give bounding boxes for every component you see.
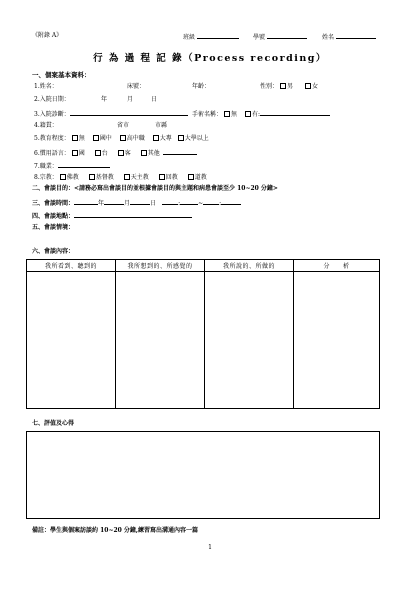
female-label: 女 <box>312 83 319 90</box>
religion-option-label: 基督教 <box>95 174 114 181</box>
time-month-label: 月 <box>124 200 131 207</box>
surgery-none-label: 無 <box>231 111 238 118</box>
education-field <box>34 135 209 143</box>
edu-option-checkbox[interactable] <box>93 135 99 141</box>
column-header: 我所想到的、所感覺的 <box>116 260 205 272</box>
occupation-field <box>34 161 110 171</box>
male-label: 男 <box>287 83 294 90</box>
column-header: 我所看到、聽到的 <box>27 260 116 272</box>
diagnosis-field <box>34 109 188 119</box>
edu-option-checkbox[interactable] <box>120 135 126 141</box>
time-colon: : <box>178 200 181 207</box>
admit-month: 月 <box>127 96 134 103</box>
name-label: 姓名 <box>322 34 335 41</box>
analysis-cell[interactable] <box>294 272 380 409</box>
edu-option-label: 無 <box>78 135 85 142</box>
religion-option-label: 天主教 <box>130 174 149 181</box>
surgery-have-checkbox[interactable] <box>245 111 251 117</box>
lang-option-label: 國 <box>78 150 85 157</box>
actions-cell[interactable] <box>205 272 294 409</box>
time-day-label: 日 <box>150 200 157 207</box>
time-start-min-blank[interactable] <box>180 198 198 205</box>
section6-heading: 六、會談內容： <box>32 248 75 255</box>
evaluation-box[interactable] <box>26 431 380 519</box>
interview-content-table <box>26 259 380 409</box>
lang-option-checkbox[interactable] <box>95 150 101 156</box>
observed-cell[interactable] <box>27 272 116 409</box>
religion-option-checkbox[interactable] <box>124 174 130 180</box>
class-label: 班級 <box>183 34 196 41</box>
location-blank[interactable] <box>74 211 192 218</box>
time-dash: ~ <box>198 200 204 207</box>
religion-option-label: 佛教 <box>66 174 79 181</box>
gender-label: 性別： <box>260 83 279 90</box>
lang-option-label: 客 <box>124 150 131 157</box>
edu-option-checkbox[interactable] <box>178 135 184 141</box>
religion-option-checkbox[interactable] <box>60 174 66 180</box>
religion-option-label: 道教 <box>194 174 207 181</box>
religion-option-label: 回教 <box>165 174 178 181</box>
bed-label: 床號： <box>127 83 146 90</box>
lang-option-checkbox[interactable] <box>72 150 78 156</box>
student-id-blank[interactable] <box>267 32 307 39</box>
surgery-field <box>192 109 330 119</box>
interview-time-field <box>32 198 241 208</box>
footer-note: 備註：學生與個案訪談約 10~20 分鐘,練習寫出溝通內容一篇 <box>32 527 198 534</box>
section1-heading: 一、個案基本資料： <box>32 71 91 79</box>
name-blank[interactable] <box>336 32 376 39</box>
page-title: 行 為 過 程 記 錄（Process recording） <box>93 53 327 64</box>
edu-option-label: 大學以上 <box>184 135 209 142</box>
religion-option-checkbox[interactable] <box>89 174 95 180</box>
patient-name-label: 1.姓名： <box>34 83 58 90</box>
class-field <box>183 32 239 42</box>
lang-other-blank[interactable] <box>163 148 197 155</box>
table-header-row <box>27 260 380 272</box>
age-label: 年齡： <box>192 83 211 90</box>
time-year-label: 年 <box>98 200 105 207</box>
edu-option-checkbox[interactable] <box>153 135 159 141</box>
education-label: 5.教育程度： <box>34 135 70 142</box>
surgery-none-checkbox[interactable] <box>224 111 230 117</box>
occupation-blank[interactable] <box>58 161 110 168</box>
lang-option-label: 其他 <box>147 150 160 157</box>
section2-heading: 二、會談目的：<請務必寫出會談目的並根據會談目的與主題和病患會談至少 10~20 分鐘> <box>32 185 278 192</box>
religion-field <box>34 174 207 182</box>
edu-option-label: 高中職 <box>126 135 145 142</box>
edu-option-checkbox[interactable] <box>72 135 78 141</box>
student-id-field <box>253 32 307 42</box>
female-checkbox[interactable] <box>305 83 311 89</box>
time-day-blank[interactable] <box>130 198 150 205</box>
language-field <box>34 148 197 158</box>
section3-heading: 三、會談時間： <box>32 200 75 207</box>
student-id-label: 學號 <box>253 34 266 41</box>
thoughts-cell[interactable] <box>116 272 205 409</box>
origin-label: 4.籍貫： <box>34 122 58 129</box>
time-year-blank[interactable] <box>74 198 98 205</box>
appendix-label: 《附錄 A》 <box>32 32 63 39</box>
lang-option-checkbox[interactable] <box>118 150 124 156</box>
section5-heading: 五、會談情境： <box>32 224 75 231</box>
religion-option-checkbox[interactable] <box>188 174 194 180</box>
time-end-hour-blank[interactable] <box>203 198 222 207</box>
page-number: 1 <box>208 544 212 551</box>
edu-option-label: 大專 <box>159 135 172 142</box>
column-header: 我所說的、所做的 <box>205 260 294 272</box>
time-start-hour-blank[interactable] <box>162 198 181 207</box>
edu-option-label: 國中 <box>99 135 112 142</box>
lang-option-checkbox[interactable] <box>141 150 147 156</box>
name-field <box>322 32 376 42</box>
location-field <box>32 211 192 221</box>
admit-day: 日 <box>151 96 158 103</box>
gender-field <box>260 83 318 91</box>
male-checkbox[interactable] <box>280 83 286 89</box>
section7-heading: 七、評值及心得 <box>32 420 75 427</box>
diagnosis-label: 3.入院診斷： <box>34 111 70 118</box>
class-blank[interactable] <box>197 32 239 39</box>
surgery-have-label: 有: <box>252 111 261 118</box>
county-label: 市縣 <box>155 122 168 129</box>
admit-year: 年 <box>101 96 108 103</box>
religion-option-checkbox[interactable] <box>159 174 165 180</box>
admit-date-label: 2.入院日期： <box>34 96 70 103</box>
religion-label: 8.宗教： <box>34 174 58 181</box>
surgery-label: 手術名稱： <box>192 111 223 118</box>
language-label: 6.慣用語言： <box>34 150 70 157</box>
section4-heading: 四、會談地點： <box>32 213 75 220</box>
diagnosis-blank[interactable] <box>70 109 188 116</box>
lang-option-label: 台 <box>101 150 108 157</box>
time-month-blank[interactable] <box>104 198 124 205</box>
time-end-min-blank[interactable] <box>221 198 241 205</box>
table-row <box>27 272 380 409</box>
column-header: 分 析 <box>294 260 380 272</box>
occupation-label: 7.職業： <box>34 163 58 170</box>
surgery-blank[interactable] <box>260 109 330 116</box>
time-colon: : <box>219 200 222 207</box>
province-label: 省市 <box>117 122 130 129</box>
